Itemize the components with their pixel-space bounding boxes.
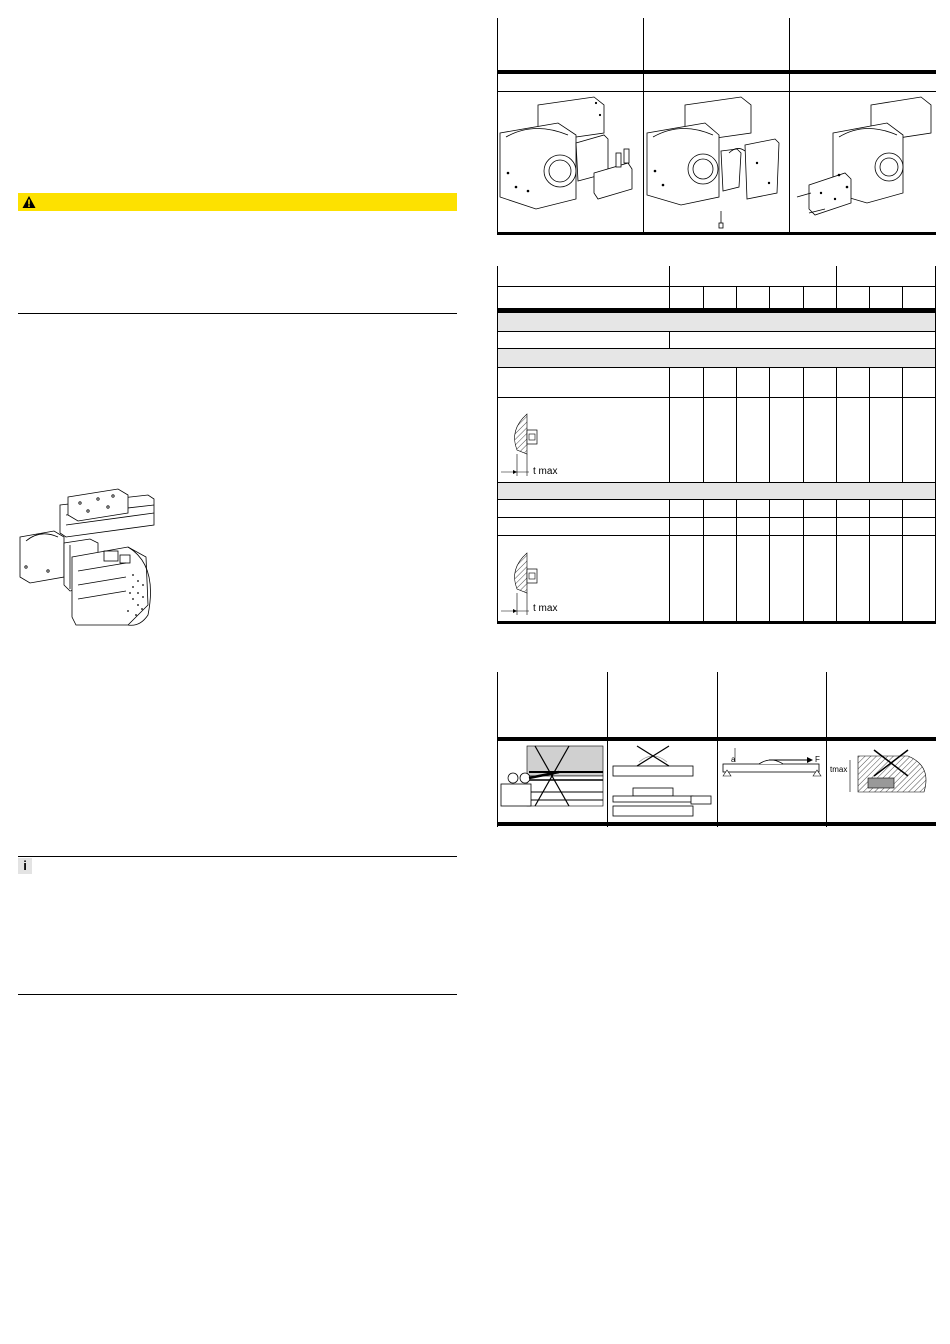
deflection-figure (719, 742, 826, 822)
value-column-divider (902, 367, 903, 482)
force-label: F (815, 755, 820, 764)
section-divider (18, 313, 457, 314)
value-column-divider (769, 499, 770, 621)
mounting-variant-2-figure (645, 93, 789, 231)
axis-motor-illustration (18, 485, 158, 635)
value-column-divider (736, 367, 737, 482)
value-column-divider (902, 286, 903, 308)
mounting-variant-3-figure (791, 93, 935, 231)
mounting-variant-1-figure (498, 93, 642, 231)
tmax-detail-figure-1 (499, 410, 569, 480)
value-column-divider (769, 367, 770, 482)
value-column-divider (803, 499, 804, 621)
warning-triangle-icon (22, 195, 36, 209)
value-column-divider (769, 286, 770, 308)
value-column-divider (736, 286, 737, 308)
tmax-detail-figure-2 (499, 549, 569, 619)
value-column-divider (703, 499, 704, 621)
value-column-divider (736, 499, 737, 621)
info-icon: i (18, 858, 32, 874)
value-column-divider (703, 367, 704, 482)
value-column-divider (869, 367, 870, 482)
warning-banner (18, 193, 457, 211)
support-placement-figure (609, 742, 716, 822)
tmax-screw-figure (828, 742, 935, 822)
value-column-divider (803, 286, 804, 308)
value-column-divider (836, 286, 837, 308)
tmax-label: tmax (830, 765, 848, 774)
section-divider (18, 994, 457, 995)
value-column-divider (803, 367, 804, 482)
value-column-divider (869, 286, 870, 308)
value-column-divider (902, 499, 903, 621)
deflection-a-label: a (731, 755, 736, 764)
value-column-divider (703, 286, 704, 308)
no-direct-load-figure (499, 742, 606, 822)
value-column-divider (869, 499, 870, 621)
tmax-label: t max (533, 466, 558, 477)
value-column-divider (836, 499, 837, 621)
tmax-label: t max (533, 603, 558, 614)
value-column-divider (836, 367, 837, 482)
section-divider (18, 856, 457, 857)
